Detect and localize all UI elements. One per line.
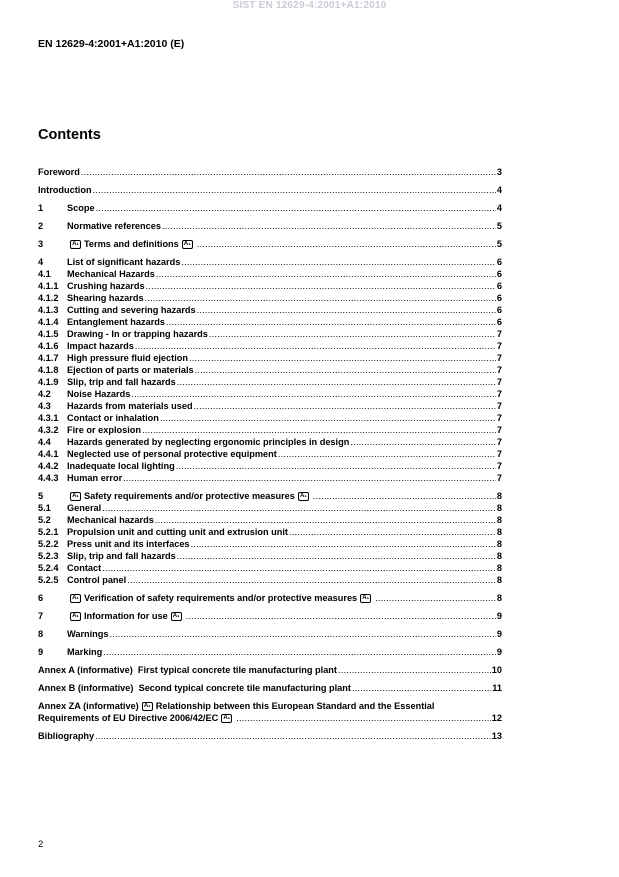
toc-number: 9 [38, 647, 44, 657]
toc-page: 11 [492, 683, 502, 693]
toc-page: 7 [496, 401, 502, 411]
toc-label: Impact hazards [67, 341, 134, 351]
toc-entry[interactable] [38, 292, 502, 304]
amendment-start-icon: A₁ [70, 594, 81, 603]
leader-dots [103, 646, 496, 658]
toc-page: 8 [496, 539, 502, 549]
leader-dots [375, 592, 496, 604]
toc-number: 4.4.1 [38, 449, 59, 459]
leader-dots [135, 340, 496, 352]
toc-entry-warnings[interactable] [38, 628, 502, 640]
toc-label: Introduction [38, 185, 92, 195]
toc-entry-normative-references[interactable] [38, 220, 502, 232]
toc-number: 4.1.2 [38, 293, 59, 303]
toc-number: 4.1.3 [38, 305, 59, 315]
toc-entry[interactable] [38, 376, 502, 388]
toc-number: 4.3.2 [38, 425, 59, 435]
toc-number: 5.1 [38, 503, 51, 513]
toc-label: Ejection of parts or materials [67, 365, 194, 375]
toc-page: 8 [496, 551, 502, 561]
toc-entry[interactable] [38, 280, 502, 292]
leader-dots [155, 514, 496, 526]
toc-entry[interactable] [38, 550, 502, 562]
leader-dots [194, 400, 496, 412]
toc-entry-verification[interactable] [38, 592, 502, 604]
leader-dots [352, 682, 491, 694]
toc-page: 6 [496, 269, 502, 279]
table-of-contents [38, 166, 502, 742]
toc-page: 4 [496, 203, 502, 213]
toc-number: 8 [38, 629, 44, 639]
leader-dots [162, 220, 496, 232]
toc-label: A₁ Terms and definitions A₁ [67, 238, 196, 250]
toc-label: Fire or explosion [67, 425, 142, 435]
toc-entry[interactable] [38, 574, 502, 586]
toc-label-line-2: Requirements of EU Directive 2006/42/EC A₁ ..... 12 [38, 712, 502, 724]
leader-dots [195, 364, 496, 376]
leader-dots [181, 256, 496, 268]
toc-number: 4.1.7 [38, 353, 59, 363]
toc-page: 12 [491, 713, 502, 723]
toc-number: 5.2.5 [38, 575, 59, 585]
toc-number: 4.1.1 [38, 281, 59, 291]
toc-number: 4.1.9 [38, 377, 59, 387]
toc-entry-marking[interactable] [38, 646, 502, 658]
leader-dots [278, 448, 496, 460]
toc-label-line-1: Annex ZA (informative) A₁ Relationship between this European Standard and the Essential [38, 701, 435, 711]
toc-page: 6 [496, 257, 502, 267]
leader-dots [96, 202, 496, 214]
amendment-end-icon: A₁ [360, 594, 371, 603]
amendment-start-icon: A₁ [70, 612, 81, 621]
toc-entry[interactable] [38, 526, 502, 538]
toc-page: 7 [496, 341, 502, 351]
toc-label: Propulsion unit and cutting unit and extrusion unit [67, 527, 288, 537]
leader-dots [338, 664, 491, 676]
toc-page: 13 [491, 731, 502, 741]
toc-page: 8 [496, 575, 502, 585]
toc-label: Crushing hazards [67, 281, 145, 291]
leader-dots [209, 328, 496, 340]
toc-entry[interactable] [38, 328, 502, 340]
toc-label: Mechanical hazards [67, 515, 154, 525]
leader-dots [186, 610, 496, 622]
toc-number: 4.1.5 [38, 329, 59, 339]
toc-number: 4.3.1 [38, 413, 59, 423]
toc-label: Hazards from materials used [67, 401, 193, 411]
toc-page: 5 [496, 221, 502, 231]
toc-entry-annex-a[interactable] [38, 664, 502, 676]
toc-page: 3 [496, 167, 502, 177]
leader-dots [95, 730, 491, 742]
toc-entry[interactable] [38, 436, 502, 448]
toc-label: Drawing - In or trapping hazards [67, 329, 208, 339]
toc-page: 9 [496, 629, 502, 639]
toc-entry-significant-hazards[interactable] [38, 256, 502, 268]
toc-entry[interactable] [38, 364, 502, 376]
toc-label: A₁ Safety requirements and/or protective measures A₁ [67, 490, 312, 502]
amendment-start-icon: A₁ [70, 240, 81, 249]
amendment-end-icon: A₁ [171, 612, 182, 621]
toc-page: 7 [496, 473, 502, 483]
toc-number: 4 [38, 257, 44, 267]
toc-page: 7 [496, 389, 502, 399]
leader-dots [156, 268, 496, 280]
toc-page: 6 [496, 305, 502, 315]
toc-label: Slip, trip and fall hazards [67, 551, 176, 561]
toc-entry[interactable] [38, 340, 502, 352]
amendment-start-icon: A₁ [142, 702, 153, 711]
leader-dots [197, 238, 496, 250]
toc-label: A₁ Verification of safety requirements and/or protective measures A₁ [67, 592, 374, 604]
toc-entry[interactable] [38, 400, 502, 412]
leader-dots [123, 472, 496, 484]
toc-number: 4.4.3 [38, 473, 59, 483]
page-number: 2 [38, 839, 44, 850]
toc-label: Annex B (informative) Second typical concrete tile manufacturing plant [38, 683, 351, 693]
toc-page: 7 [496, 413, 502, 423]
toc-page: 7 [496, 461, 502, 471]
toc-number: 2 [38, 221, 44, 231]
toc-page: 8 [496, 593, 502, 603]
leader-dots [131, 388, 496, 400]
toc-page: 6 [496, 317, 502, 327]
toc-label: Scope [67, 203, 95, 213]
toc-label: Inadequate local lighting [67, 461, 175, 471]
leader-dots [236, 712, 491, 724]
toc-number: 7 [38, 611, 44, 621]
toc-label: Marking [67, 647, 103, 657]
toc-entry-annex-za[interactable] [38, 700, 502, 724]
toc-label: Control panel [67, 575, 127, 585]
toc-number: 6 [38, 593, 44, 603]
toc-number: 4.2 [38, 389, 51, 399]
leader-dots [197, 304, 496, 316]
document-id: EN 12629-4:2001+A1:2010 (E) [38, 38, 185, 50]
leader-dots [177, 376, 496, 388]
toc-page: 7 [496, 329, 502, 339]
toc-number: 5.2.1 [38, 527, 59, 537]
leader-dots [350, 436, 496, 448]
toc-entry-annex-b[interactable] [38, 682, 502, 694]
toc-number: 5.2.3 [38, 551, 59, 561]
leader-dots [176, 460, 496, 472]
toc-entry[interactable] [38, 514, 502, 526]
toc-entry-safety-requirements[interactable] [38, 490, 502, 502]
toc-number: 5.2 [38, 515, 51, 525]
leader-dots [102, 562, 496, 574]
toc-label: Press unit and its interfaces [67, 539, 190, 549]
toc-entry[interactable] [38, 460, 502, 472]
toc-number: 5.2.4 [38, 563, 59, 573]
toc-number: 1 [38, 203, 44, 213]
toc-entry[interactable] [38, 472, 502, 484]
toc-number: 4.4 [38, 437, 51, 447]
toc-entry[interactable] [38, 448, 502, 460]
toc-page: 6 [496, 293, 502, 303]
toc-page: 7 [496, 449, 502, 459]
toc-label: Bibliography [38, 731, 95, 741]
toc-number: 4.1.6 [38, 341, 59, 351]
leader-dots [313, 490, 496, 502]
toc-label: Slip, trip and fall hazards [67, 377, 176, 387]
leader-dots [145, 292, 496, 304]
toc-entry[interactable] [38, 424, 502, 436]
toc-label: High pressure fluid ejection [67, 353, 188, 363]
toc-label: Contact or inhalation [67, 413, 159, 423]
toc-page: 7 [496, 425, 502, 435]
toc-number: 4.3 [38, 401, 51, 411]
amendment-end-icon: A₁ [182, 240, 193, 249]
toc-number: 3 [38, 239, 44, 249]
toc-page: 9 [496, 647, 502, 657]
toc-page: 8 [496, 515, 502, 525]
toc-number: 4.1.8 [38, 365, 59, 375]
toc-label: Entanglement hazards [67, 317, 166, 327]
toc-label: Contact [67, 563, 102, 573]
toc-page: 9 [496, 611, 502, 621]
leader-dots [110, 628, 496, 640]
toc-label: Mechanical Hazards [67, 269, 155, 279]
toc-entry[interactable] [38, 304, 502, 316]
toc-entry-scope[interactable] [38, 202, 502, 214]
toc-number: 4.1 [38, 269, 51, 279]
leader-dots [142, 424, 496, 436]
toc-entry[interactable] [38, 412, 502, 424]
leader-dots [166, 316, 496, 328]
toc-page: 8 [496, 563, 502, 573]
leader-dots [127, 574, 496, 586]
toc-entry[interactable] [38, 538, 502, 550]
toc-page: 4 [496, 185, 502, 195]
toc-page: 5 [496, 239, 502, 249]
toc-number: 4.1.4 [38, 317, 59, 327]
toc-page: 8 [496, 503, 502, 513]
toc-label: Annex A (informative) First typical concrete tile manufacturing plant [38, 665, 337, 675]
toc-entry[interactable] [38, 562, 502, 574]
toc-label: Noise Hazards [67, 389, 131, 399]
toc-label: Warnings [67, 629, 109, 639]
watermark: SIST EN 12629-4:2001+A1:2010 [232, 0, 387, 11]
leader-dots [191, 538, 496, 550]
leader-dots [177, 550, 496, 562]
toc-entry-introduction[interactable] [38, 184, 502, 196]
leader-dots [289, 526, 496, 538]
toc-label: Human error [67, 473, 123, 483]
toc-page: 7 [496, 365, 502, 375]
toc-entry-information-for-use[interactable] [38, 610, 502, 622]
toc-page: 6 [496, 281, 502, 291]
toc-entry-bibliography[interactable] [38, 730, 502, 742]
toc-number: 4.4.2 [38, 461, 59, 471]
toc-page: 7 [496, 377, 502, 387]
toc-entry-terms-definitions[interactable] [38, 238, 502, 250]
amendment-end-icon: A₁ [298, 492, 309, 501]
page-title: Contents [38, 127, 101, 143]
toc-label: List of significant hazards [67, 257, 181, 267]
toc-page: 10 [491, 665, 502, 675]
leader-dots [81, 166, 496, 178]
leader-dots [146, 280, 496, 292]
toc-label: Neglected use of personal protective equipment [67, 449, 277, 459]
amendment-end-icon: A₁ [221, 714, 232, 723]
leader-dots [160, 412, 496, 424]
leader-dots [189, 352, 496, 364]
toc-number: 5 [38, 491, 44, 501]
toc-label: Cutting and severing hazards [67, 305, 196, 315]
toc-label: Normative references [67, 221, 161, 231]
amendment-start-icon: A₁ [70, 492, 81, 501]
toc-number: 5.2.2 [38, 539, 59, 549]
leader-dots [102, 502, 496, 514]
toc-entry[interactable] [38, 316, 502, 328]
toc-entry[interactable] [38, 388, 502, 400]
toc-entry-foreword[interactable] [38, 166, 502, 178]
toc-label: Shearing hazards [67, 293, 144, 303]
leader-dots [93, 184, 496, 196]
toc-page: 8 [496, 491, 502, 501]
toc-label: A₁ Information for use A₁ [67, 610, 185, 622]
toc-page: 7 [496, 353, 502, 363]
toc-page: 7 [496, 437, 502, 447]
toc-label: General [67, 503, 102, 513]
toc-page: 8 [496, 527, 502, 537]
toc-label: Foreword [38, 167, 80, 177]
toc-label: Hazards generated by neglecting ergonomic principles in design [67, 437, 350, 447]
toc-entry[interactable] [38, 352, 502, 364]
toc-entry[interactable] [38, 268, 502, 280]
toc-entry[interactable] [38, 502, 502, 514]
